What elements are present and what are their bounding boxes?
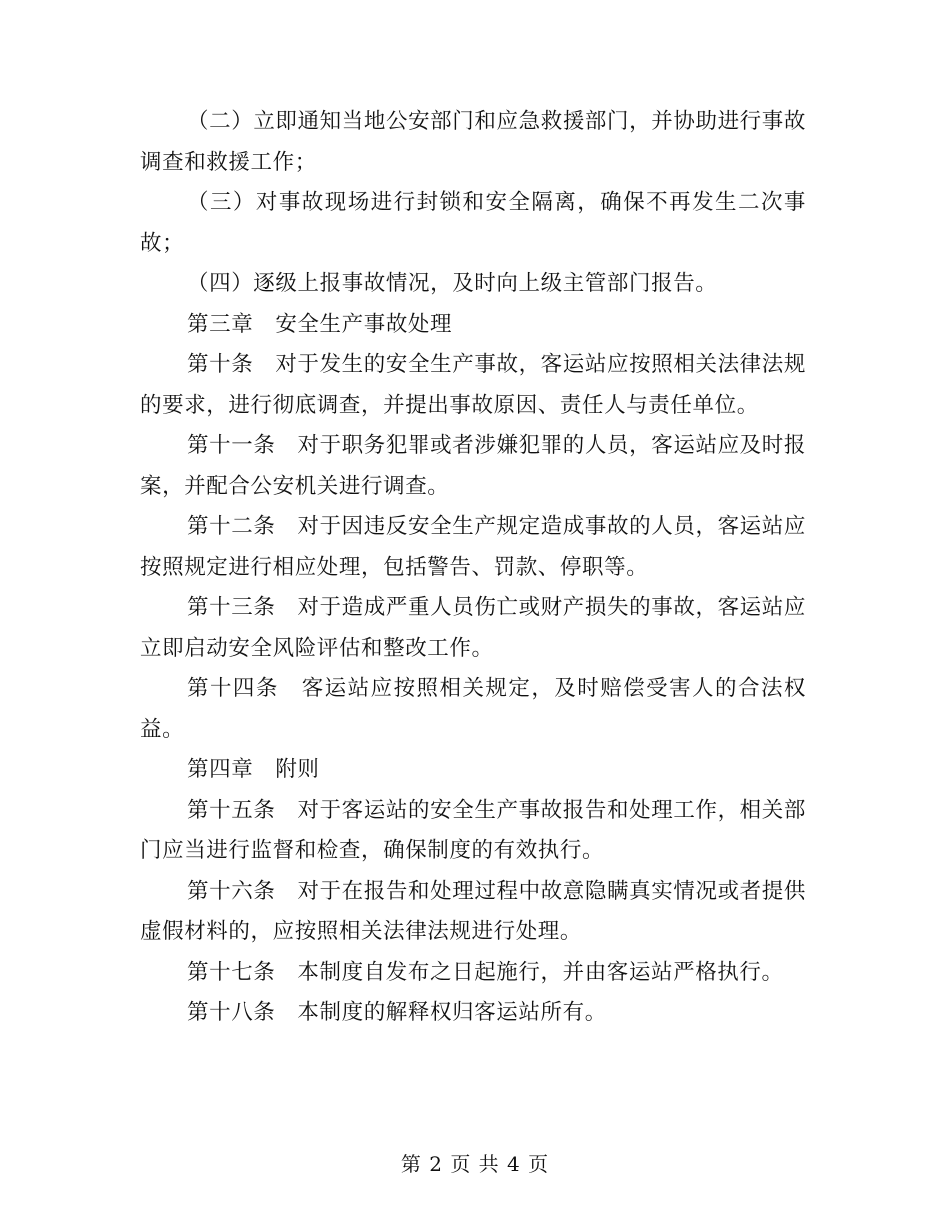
article-text: 对于职务犯罪或者涉嫌犯罪的人员，客运站应及时报案，并配合公安机关进行调查。 bbox=[140, 433, 806, 499]
article-number: 第十二条 bbox=[187, 514, 276, 539]
article-17 bbox=[140, 953, 806, 994]
article-number: 第十一条 bbox=[187, 433, 276, 458]
chapter-heading-4 bbox=[140, 750, 806, 791]
page-number-footer: 第 2 页 共 4 页 bbox=[400, 1152, 550, 1176]
list-item-3 bbox=[140, 183, 806, 264]
item-text: （三）对事故现场进行封锁和安全隔离，确保不再发生二次事故； bbox=[140, 190, 806, 256]
article-number: 第十三条 bbox=[187, 595, 276, 620]
article-text: 客运站应按照相关规定，及时赔偿受害人的合法权益。 bbox=[140, 676, 807, 742]
article-text: 对于在报告和处理过程中故意隐瞒真实情况或者提供虚假材料的，应按照相关法律法规进行处理。 bbox=[140, 878, 806, 944]
item-text: （四）逐级上报事故情况，及时向上级主管部门报告。 bbox=[187, 271, 718, 296]
article-number: 第十四条 bbox=[187, 676, 279, 701]
chapter-title: 附则 bbox=[275, 757, 320, 782]
document-body bbox=[140, 102, 806, 1034]
chapter-number: 第四章 bbox=[187, 757, 254, 782]
article-number: 第十八条 bbox=[187, 1000, 276, 1025]
chapter-title: 安全生产事故处理 bbox=[275, 311, 453, 337]
article-18 bbox=[140, 993, 806, 1034]
article-11 bbox=[140, 426, 806, 507]
chapter-heading-3 bbox=[140, 305, 806, 346]
article-15 bbox=[140, 791, 806, 872]
article-text: 本制度的解释权归客运站所有。 bbox=[297, 1000, 607, 1025]
article-text: 本制度自发布之日起施行，并由客运站严格执行。 bbox=[297, 959, 784, 985]
article-text: 对于发生的安全生产事故，客运站应按照相关法律法规的要求，进行彻底调查，并提出事故原因、责任人与责任单位。 bbox=[140, 352, 806, 418]
article-16 bbox=[140, 872, 806, 953]
article-10 bbox=[140, 345, 806, 426]
article-14 bbox=[140, 669, 806, 750]
list-item-2 bbox=[140, 102, 806, 183]
article-text: 对于客运站的安全生产事故报告和处理工作，相关部门应当进行监督和检查，确保制度的有效执行。 bbox=[140, 797, 806, 863]
article-12 bbox=[140, 507, 806, 588]
article-number: 第十七条 bbox=[187, 959, 276, 985]
article-number: 第十六条 bbox=[187, 878, 276, 904]
article-text: 对于因违反安全生产规定造成事故的人员，客运站应按照规定进行相应处理，包括警告、罚款、停职等。 bbox=[140, 514, 806, 580]
article-13 bbox=[140, 588, 806, 669]
chapter-number: 第三章 bbox=[187, 311, 254, 337]
article-number: 第十条 bbox=[187, 352, 254, 377]
list-item-4 bbox=[140, 264, 806, 305]
article-number: 第十五条 bbox=[187, 797, 276, 823]
item-text: （二）立即通知当地公安部门和应急救援部门，并协助进行事故调查和救援工作； bbox=[140, 109, 806, 175]
article-text: 对于造成严重人员伤亡或财产损失的事故，客运站应立即启动安全风险评估和整改工作。 bbox=[140, 595, 806, 661]
